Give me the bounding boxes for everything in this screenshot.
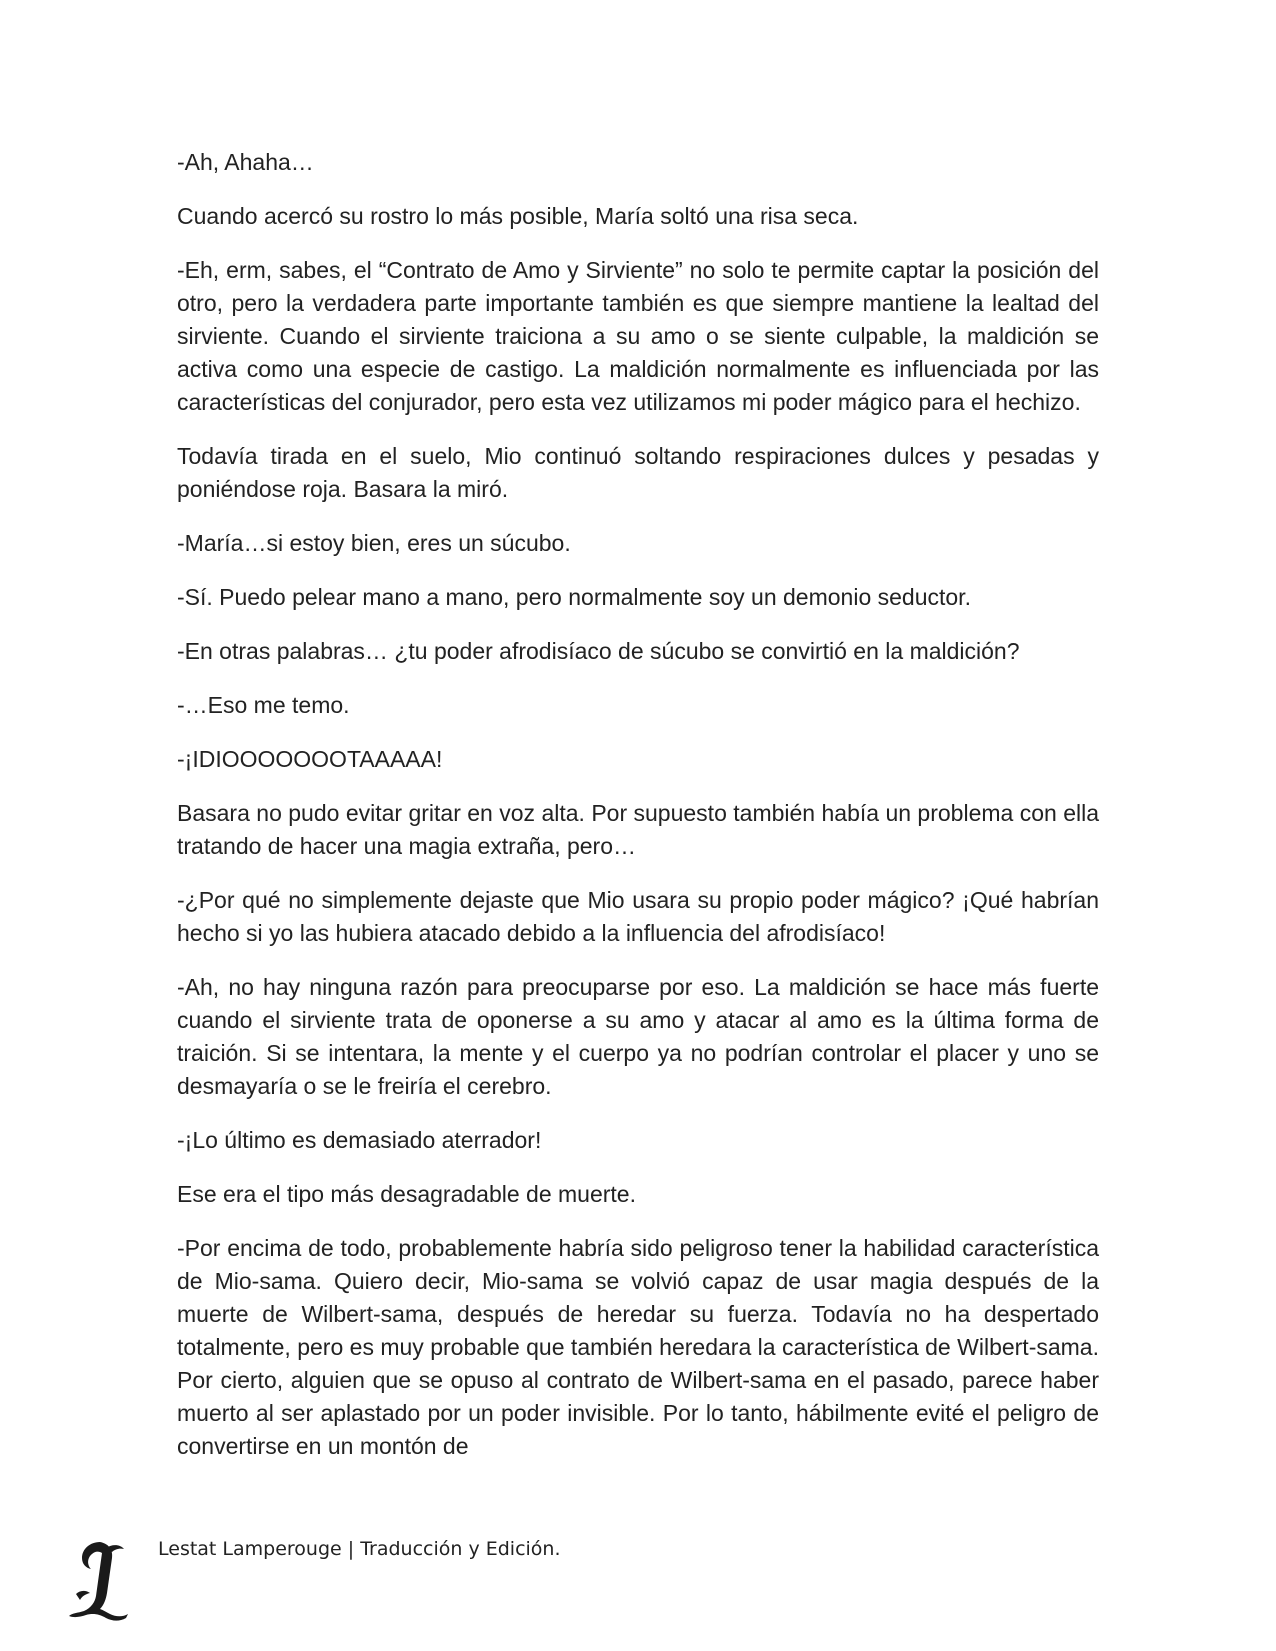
paragraph: -Ah, Ahaha… <box>177 149 314 175</box>
paragraph: -Sí. Puedo pelear mano a mano, pero normalmente soy un demonio seductor. <box>177 584 971 610</box>
paragraph: -¡Lo último es demasiado aterrador! <box>177 1127 542 1153</box>
paragraph: -Eh, erm, sabes, el “Contrato de Amo y Sirviente” no solo te permite captar la posición del otro, pero la verdadera parte importante también es que siempre mantiene la lealtad del sirviente. Cuando el sirviente traiciona a su amo o se siente culpable, la maldición se activa como una especie de castigo. La maldición normalmente es influenciada por las características del conjurador, pero esta vez utilizamos mi poder mágico para el hechizo. <box>177 257 1099 415</box>
paragraph: Todavía tirada en el suelo, Mio continuó soltando respiraciones dulces y pesadas y poniéndose roja. Basara la miró. <box>177 443 1099 502</box>
paragraph: -¡IDIOOOOOOOTAAAAA! <box>177 746 443 772</box>
gothic-letter-l-logo-icon <box>66 1538 130 1628</box>
paragraph: Ese era el tipo más desagradable de muerte. <box>177 1181 636 1207</box>
paragraph: -Ah, no hay ninguna razón para preocuparse por eso. La maldición se hace más fuerte cuando el sirviente trata de oponerse a su amo y atacar al amo es la última forma de traición. Si se intentara, la mente y el cuerpo ya no podrían controlar el placer y uno se desmayaría o se le freiría el cerebro. <box>177 974 1099 1099</box>
document-body <box>177 146 1099 1484</box>
paragraph: -En otras palabras… ¿tu poder afrodisíaco de súcubo se convirtió en la maldición? <box>177 638 1020 664</box>
paragraph: Cuando acercó su rostro lo más posible, María soltó una risa seca. <box>177 203 859 229</box>
paragraph: -…Eso me temo. <box>177 692 350 718</box>
paragraph: -Por encima de todo, probablemente habría sido peligroso tener la habilidad característica de Mio-sama. Quiero decir, Mio-sama se volvió capaz de usar magia después de la muerte de Wilbert-sama, después de heredar su fuerza. Todavía no ha despertado totalmente, pero es muy probable que también heredara la característica de Wilbert-sama. Por cierto, alguien que se opuso al contrato de Wilbert-sama en el pasado, parece haber muerto al ser aplastado por un poder invisible. Por lo tanto, hábilmente evité el peligro de convertirse en un montón de <box>177 1235 1099 1459</box>
footer-credit: Lestat Lamperouge | Traducción y Edición. <box>158 1538 561 1560</box>
paragraph: -¿Por qué no simplemente dejaste que Mio usara su propio poder mágico? ¡Qué habrían hecho si yo las hubiera atacado debido a la influencia del afrodisíaco! <box>177 887 1099 946</box>
page-footer <box>66 1538 666 1638</box>
paragraph: -María…si estoy bien, eres un súcubo. <box>177 530 571 556</box>
paragraph: Basara no pudo evitar gritar en voz alta. Por supuesto también había un problema con ella tratando de hacer una magia extraña, pero… <box>177 800 1099 859</box>
